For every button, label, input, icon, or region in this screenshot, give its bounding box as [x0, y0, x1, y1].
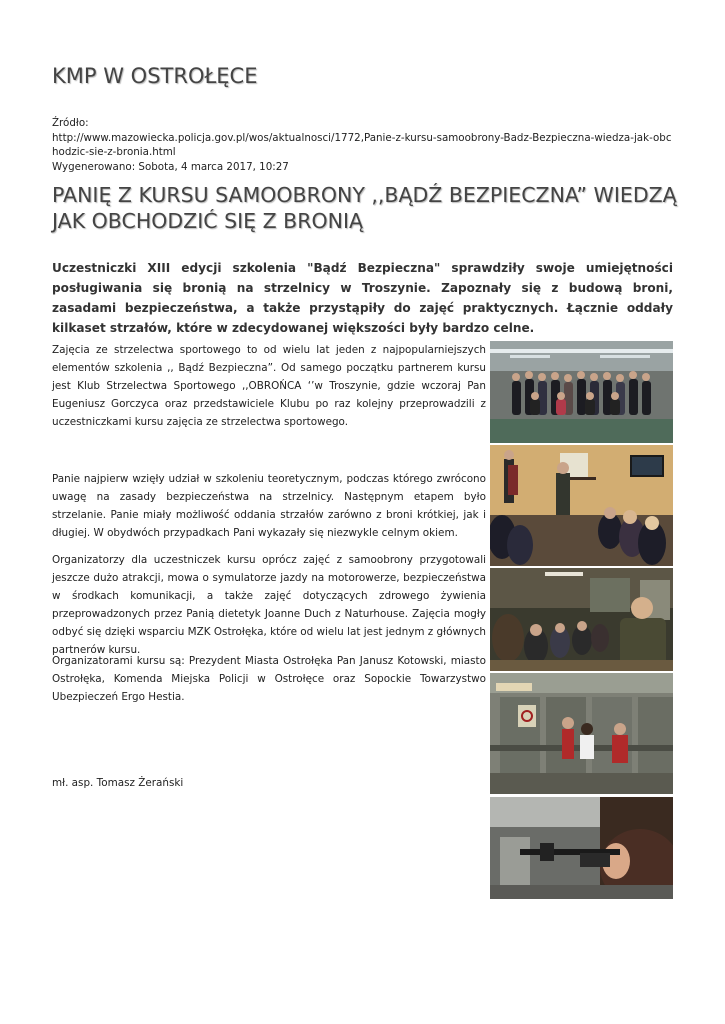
photo-theory-class [490, 445, 673, 566]
site-title: KMP W OSTROŁĘCE [52, 64, 258, 88]
article-headline: PANIĘ Z KURSU SAMOOBRONY ,,BĄDŹ BEZPIECZNA” WIEDZĄ JAK OBCHODZIĆ SIĘ Z BRONIĄ [52, 183, 677, 233]
photo-shooting-booths [490, 673, 673, 794]
document-meta [52, 116, 674, 174]
photo-rifle-aiming [490, 797, 673, 899]
article-paragraph-3: Organizatorzy dla uczestniczek kursu oprócz zajęć z samoobrony przygotowali jeszcze dużo atrakcji, mowa o symulatorze jazdy na motorowerze, bezpieczeństwa w środkach komunikacji, a także zajęć dotyczących zdrowego żywienia przeprowadzonych przez Panią dietetyk Joanne Duch z Naturhouse. Zajęcia mogły odbyć się dzięki wsparciu MZK Ostrołęka, które od wielu lat jest jednym z głównych partnerów kursu. [52, 554, 486, 656]
generated-timestamp: Wygenerowano: Sobota, 4 marca 2017, 10:27 [52, 160, 289, 173]
article-paragraph-1: Zajęcia ze strzelectwa sportowego to od wielu lat jeden z najpopularniejszych elementów szkolenia ,, Bądź Bezpieczna”. Od samego początku partnerem kursu jest Klub Strzelectwa Sportowego ,,OBROŃCA ‘’w Troszynie, gdzie wczoraj Pan Eugeniusz Gorczyca oraz przedstawiciele Klubu po raz kolejny przeprowadzili z uczestniczkami kursu zajęcia ze strzelectwa sportowego. [52, 344, 486, 428]
source-label: Źródło: [52, 117, 89, 129]
article-paragraph-4: Organizatorami kursu są: Prezydent Miasta Ostrołęka Pan Janusz Kotowski, miasto Ostrołęka, Komenda Miejska Policji w Ostrołęce oraz Sopockie Towarzystwo Ubezpieczeń Ergo Hestia. [52, 655, 486, 703]
source-url[interactable]: http://www.mazowiecka.policja.gov.pl/wos/aktualnosci/1772,Panie-z-kursu-samoobrony-Badz-Bezpieczna-wiedza-jak-obchodzic-sie-z-bronia.html [52, 131, 672, 158]
photo-group-shooting-range [490, 341, 673, 443]
article-lead: Uczestniczki XIII edycji szkolenia "Bądź Bezpieczna" sprawdziły swoje umiejętności posługiwania się bronią na strzelnicy w Troszynie. Zapoznały się z budową broni, zasadami bezpieczeństwa, a także przystąpiły do zajęć praktycznych. Łącznie oddały kilkaset strzałów, które w zdecydowanej większości były bardzo celne. [52, 261, 673, 335]
article-paragraph-2: Panie najpierw wzięły udział w szkoleniu teoretycznym, podczas którego zwrócono uwagę na zasady bezpieczeństwa na strzelnicy. Następnym etapem było strzelanie. Panie miały możliwość oddania strzałów zarówno z broni krótkiej, jak i długiej. W obydwóch przypadkach Pani wykazały się niezwykle celnym okiem. [52, 473, 486, 539]
article-author: mł. asp. Tomasz Żerański [52, 777, 184, 789]
photo-presentation-room [490, 568, 673, 671]
